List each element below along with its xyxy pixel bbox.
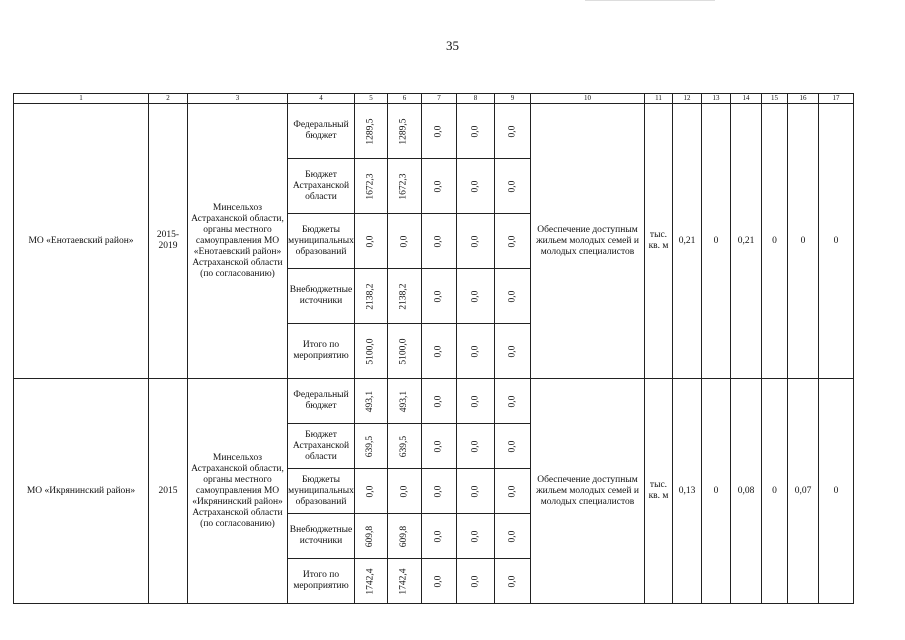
amount-cell-v8 (457, 559, 495, 604)
amount-cell-v8-text: 0,0 (470, 125, 480, 137)
executor-cell: Минсельхоз Астраханской области, органы местного самоуправления МО «Енотаевский район» Астраханской области (по согласованию) (188, 104, 288, 379)
column-number-8: 8 (457, 94, 495, 104)
amount-cell-v9 (495, 514, 531, 559)
column-number-3: 3 (188, 94, 288, 104)
indicator-cell: 0 (788, 104, 819, 379)
amount-cell-v8 (457, 159, 495, 214)
funding-source-cell: Итого по мероприятию (288, 559, 355, 604)
amount-cell-v6 (388, 104, 422, 159)
amount-cell-v7-text: 0,0 (433, 290, 444, 302)
column-number-4: 4 (288, 94, 355, 104)
amount-cell-v7-text: 0,0 (433, 440, 444, 452)
amount-cell-v5 (355, 159, 388, 214)
amount-cell-v9-text: 0,0 (507, 440, 517, 452)
amount-cell-v5 (355, 104, 388, 159)
table-row (14, 104, 854, 159)
amount-cell-v7-text: 0,0 (433, 235, 444, 247)
amount-cell-v6-text: 1289,5 (399, 117, 409, 145)
amount-cell-v5-text: 2138,2 (365, 282, 376, 310)
amount-cell-v7 (422, 424, 457, 469)
amount-cell-v6-text: 1672,3 (399, 172, 409, 200)
amount-cell-v9-text: 0,0 (507, 395, 517, 407)
amount-cell-v5-text: 1672,3 (365, 172, 376, 200)
funding-source-cell: Итого по мероприятию (288, 324, 355, 379)
amount-cell-v7-text: 0,0 (433, 530, 444, 542)
amount-cell-v8-text: 0,0 (470, 575, 480, 587)
amount-cell-v9-text: 0,0 (507, 530, 517, 542)
funding-source-cell: Федеральный бюджет (288, 379, 355, 424)
amount-cell-v7 (422, 214, 457, 269)
indicator-cell: 0,21 (731, 104, 762, 379)
amount-cell-v6 (388, 324, 422, 379)
amount-cell-v9 (495, 269, 531, 324)
amount-cell-v5-text: 1289,5 (365, 117, 376, 145)
municipality-cell: МО «Икрянинский район» (14, 379, 149, 604)
indicator-cell: 0,13 (673, 379, 702, 604)
funding-source-cell: Внебюджетные источники (288, 269, 355, 324)
column-number-16: 16 (788, 94, 819, 104)
program-table (13, 93, 854, 604)
column-number-6: 6 (388, 94, 422, 104)
amount-cell-v8-text: 0,0 (470, 235, 480, 247)
amount-cell-v6 (388, 269, 422, 324)
amount-cell-v9-text: 0,0 (507, 485, 517, 497)
amount-cell-v6 (388, 514, 422, 559)
amount-cell-v6-text: 1742,4 (399, 567, 409, 595)
column-number-9: 9 (495, 94, 531, 104)
amount-cell-v7 (422, 559, 457, 604)
amount-cell-v6-text: 493,1 (399, 390, 409, 412)
column-number-10: 10 (531, 94, 645, 104)
amount-cell-v8-text: 0,0 (470, 440, 480, 452)
amount-cell-v6-text: 0,0 (399, 485, 409, 497)
amount-cell-v7 (422, 159, 457, 214)
amount-cell-v5 (355, 424, 388, 469)
amount-cell-v9-text: 0,0 (507, 290, 517, 302)
funding-source-cell: Бюджеты муниципальных образований (288, 214, 355, 269)
years-cell: 2015-2019 (149, 104, 188, 379)
indicator-cell: 0,08 (731, 379, 762, 604)
column-number-11: 11 (645, 94, 673, 104)
amount-cell-v7 (422, 104, 457, 159)
amount-cell-v5 (355, 269, 388, 324)
indicator-cell: 0,21 (673, 104, 702, 379)
amount-cell-v7-text: 0,0 (433, 125, 444, 137)
column-number-row (14, 94, 854, 104)
amount-cell-v8 (457, 269, 495, 324)
amount-cell-v6-text: 0,0 (399, 235, 409, 247)
amount-cell-v5-text: 609,8 (365, 525, 376, 547)
amount-cell-v9 (495, 104, 531, 159)
amount-cell-v8-text: 0,0 (470, 395, 480, 407)
amount-cell-v8 (457, 214, 495, 269)
amount-cell-v5 (355, 214, 388, 269)
amount-cell-v9-text: 0,0 (507, 235, 517, 247)
amount-cell-v5 (355, 559, 388, 604)
amount-cell-v6-text: 2138,2 (399, 282, 409, 310)
executor-cell: Минсельхоз Астраханской области, органы местного самоуправления МО «Икрянинский район» Астраханской области (по согласованию) (188, 379, 288, 604)
amount-cell-v6 (388, 214, 422, 269)
amount-cell-v5-text: 0,0 (365, 485, 376, 497)
page-number: 35 (446, 38, 459, 53)
amount-cell-v8 (457, 379, 495, 424)
funding-source-cell: Бюджет Астраханской области (288, 159, 355, 214)
column-number-15: 15 (762, 94, 788, 104)
amount-cell-v7-text: 0,0 (433, 345, 444, 357)
amount-cell-v9-text: 0,0 (507, 345, 517, 357)
amount-cell-v7 (422, 469, 457, 514)
amount-cell-v8 (457, 104, 495, 159)
amount-cell-v6-text: 639,5 (399, 435, 409, 457)
amount-cell-v9 (495, 159, 531, 214)
amount-cell-v9-text: 0,0 (507, 125, 517, 137)
amount-cell-v8 (457, 324, 495, 379)
amount-cell-v7-text: 0,0 (433, 395, 444, 407)
amount-cell-v8 (457, 424, 495, 469)
amount-cell-v5-text: 639,5 (365, 435, 376, 457)
column-number-14: 14 (731, 94, 762, 104)
outcome-cell: Обеспечение доступным жильем молодых семей и молодых специалистов (531, 379, 645, 604)
funding-source-cell: Бюджеты муниципальных образований (288, 469, 355, 514)
indicator-cell: 0,07 (788, 379, 819, 604)
municipality-cell: МО «Енотаевский район» (14, 104, 149, 379)
indicator-cell: 0 (762, 104, 788, 379)
amount-cell-v8-text: 0,0 (470, 180, 480, 192)
amount-cell-v9 (495, 424, 531, 469)
amount-cell-v7 (422, 514, 457, 559)
amount-cell-v9 (495, 324, 531, 379)
indicator-cell: 0 (819, 104, 854, 379)
outcome-cell: Обеспечение доступным жильем молодых семей и молодых специалистов (531, 104, 645, 379)
amount-cell-v8-text: 0,0 (470, 345, 480, 357)
amount-cell-v9 (495, 559, 531, 604)
amount-cell-v7-text: 0,0 (433, 485, 444, 497)
amount-cell-v9-text: 0,0 (507, 180, 517, 192)
column-number-1: 1 (14, 94, 149, 104)
amount-cell-v5-text: 493,1 (365, 390, 376, 412)
amount-cell-v6-text: 5100,0 (399, 337, 409, 365)
unit-cell: тыс. кв. м (645, 104, 673, 379)
amount-cell-v8-text: 0,0 (470, 290, 480, 302)
amount-cell-v8-text: 0,0 (470, 485, 480, 497)
amount-cell-v6 (388, 424, 422, 469)
top-scan-marks (585, 0, 715, 5)
amount-cell-v9 (495, 379, 531, 424)
amount-cell-v7 (422, 324, 457, 379)
amount-cell-v5-text: 0,0 (365, 235, 376, 247)
funding-source-cell: Федеральный бюджет (288, 104, 355, 159)
amount-cell-v8 (457, 514, 495, 559)
column-number-2: 2 (149, 94, 188, 104)
amount-cell-v7 (422, 379, 457, 424)
indicator-cell: 0 (702, 104, 731, 379)
amount-cell-v5 (355, 469, 388, 514)
years-cell: 2015 (149, 379, 188, 604)
amount-cell-v5-text: 5100,0 (365, 337, 376, 365)
column-number-7: 7 (422, 94, 457, 104)
indicator-cell: 0 (762, 379, 788, 604)
unit-cell: тыс. кв. м (645, 379, 673, 604)
amount-cell-v8-text: 0,0 (470, 530, 480, 542)
amount-cell-v6 (388, 469, 422, 514)
table-row (14, 379, 854, 424)
column-number-13: 13 (702, 94, 731, 104)
amount-cell-v7-text: 0,0 (433, 575, 444, 587)
amount-cell-v5-text: 1742,4 (365, 567, 376, 595)
funding-source-cell: Внебюджетные источники (288, 514, 355, 559)
amount-cell-v6 (388, 159, 422, 214)
column-number-17: 17 (819, 94, 854, 104)
amount-cell-v5 (355, 379, 388, 424)
column-number-5: 5 (355, 94, 388, 104)
funding-source-cell: Бюджет Астраханской области (288, 424, 355, 469)
amount-cell-v5 (355, 514, 388, 559)
amount-cell-v7 (422, 269, 457, 324)
amount-cell-v9 (495, 214, 531, 269)
amount-cell-v6 (388, 559, 422, 604)
amount-cell-v5 (355, 324, 388, 379)
amount-cell-v8 (457, 469, 495, 514)
amount-cell-v9-text: 0,0 (507, 575, 517, 587)
amount-cell-v6 (388, 379, 422, 424)
indicator-cell: 0 (819, 379, 854, 604)
amount-cell-v9 (495, 469, 531, 514)
indicator-cell: 0 (702, 379, 731, 604)
amount-cell-v6-text: 609,8 (399, 525, 409, 547)
amount-cell-v7-text: 0,0 (433, 180, 444, 192)
column-number-12: 12 (673, 94, 702, 104)
